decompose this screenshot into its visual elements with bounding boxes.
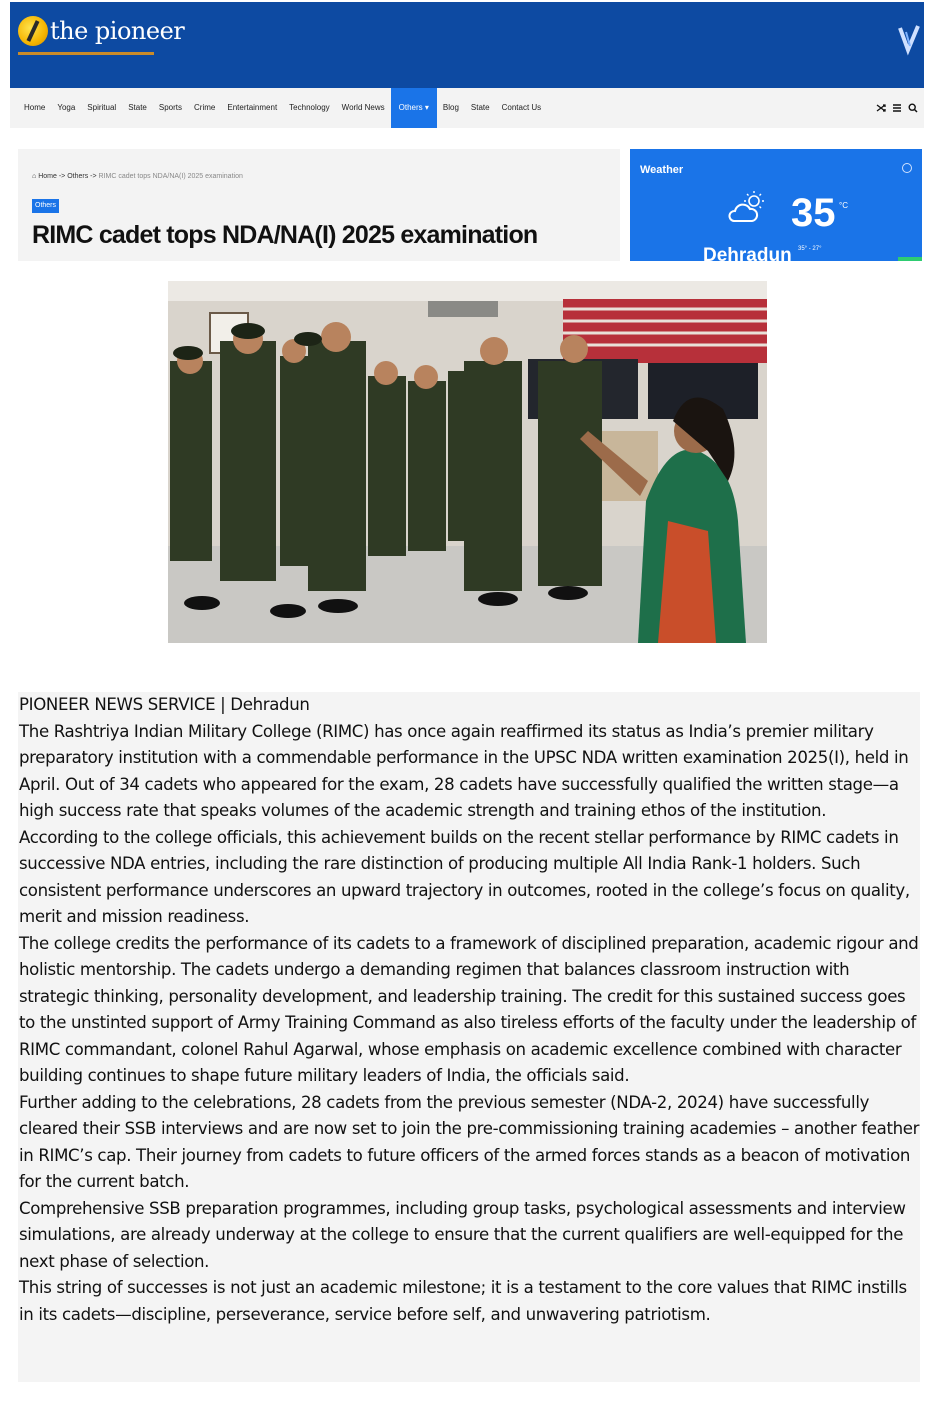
menu-icon[interactable] <box>892 103 902 113</box>
partly-cloudy-icon <box>726 189 766 225</box>
weather-temperature: 35 <box>791 191 836 235</box>
nav-item-state[interactable]: State <box>128 103 147 112</box>
breadcrumb-separator: -> <box>88 173 99 180</box>
weather-city: Dehradun <box>703 245 792 261</box>
brand-mark-icon <box>898 22 920 56</box>
nav-item-technology[interactable]: Technology <box>289 103 330 112</box>
weather-label: Weather <box>640 164 684 176</box>
article-paragraph: This string of successes is not just an academic milestone; it is a testament to the core values that RIMC instills in its cadets—discipline, perseverance, service before self, and unwavering patriotism. <box>19 1278 907 1324</box>
nav-item-world-news[interactable]: World News <box>341 103 385 112</box>
nav-item-entertainment[interactable]: Entertainment <box>227 103 278 112</box>
article-paragraph: The Rashtriya Indian Military College (RIMC) has once again reaffirmed its status as India’s premier military preparatory institution with a commendable performance in the UPSC NDA written examination 2025(I), held in April. Out of 34 cadets who appeared for the exam, 28 cadets have successfully qualified the written stage—a high success rate that speaks volumes of the academic strength and training ethos of the institution. <box>19 721 909 820</box>
main-navigation <box>10 88 924 128</box>
weather-range: 35° - 27° <box>798 246 822 252</box>
nav-item-contact-us[interactable]: Contact Us <box>501 103 542 112</box>
nav-item-blog[interactable]: Blog <box>442 103 459 112</box>
location-pin-icon[interactable] <box>902 163 912 173</box>
article-body <box>18 692 920 1382</box>
nav-item-others[interactable]: Others ▾ <box>391 88 437 128</box>
weather-widget <box>630 149 922 261</box>
nav-item-home[interactable]: Home <box>24 103 46 112</box>
nav-item-state-2[interactable]: State <box>470 103 490 112</box>
breadcrumb-home[interactable]: Home <box>38 173 57 180</box>
nav-item-crime[interactable]: Crime <box>194 103 216 112</box>
article-dateline: PIONEER NEWS SERVICE | Dehradun <box>19 695 310 714</box>
nav-item-yoga[interactable]: Yoga <box>57 103 76 112</box>
nav-item-sports[interactable]: Sports <box>158 103 183 112</box>
breadcrumb <box>32 173 243 180</box>
home-icon: ⌂ <box>32 173 37 180</box>
breadcrumb-current: RIMC cadet tops NDA/NA(I) 2025 examination <box>98 173 243 180</box>
site-header <box>10 2 924 88</box>
logo-underline <box>18 52 154 55</box>
article-paragraph: Comprehensive SSB preparation programmes, including group tasks, psychological assessments and interview simulations, are already underway at the college to ensure that the current qualifiers are well-equipped for the next phase of selection. <box>19 1198 906 1271</box>
search-icon[interactable] <box>908 103 918 113</box>
shuffle-icon[interactable] <box>876 103 886 113</box>
article-paragraph: According to the college officials, this achievement builds on the recent stellar performance by RIMC cadets in successive NDA entries, including the rare distinction of producing multiple All India Rank-1 holders. Such consistent performance underscores an upward trajectory in outcomes, rooted in the college’s focus on quality, merit and mission readiness. <box>19 827 910 926</box>
cadets-group-photo <box>168 281 767 643</box>
article-header <box>18 149 620 261</box>
article-paragraph: The college credits the performance of its cadets to a framework of disciplined preparation, academic rigour and holistic mentorship. The cadets undergo a demanding regimen that balances classroom instruction with strategic thinking, personality development, and leadership training. The credit for this sustained success goes to the unstinted support of Army Training Command as also tireless efforts of the faculty under the leadership of RIMC commandant, colonel Rahul Agarwal, whose emphasis on academic excellence combined with character building continues to shape future military leaders of India, the officials said. <box>19 933 919 1085</box>
category-badge[interactable]: Others <box>32 199 59 213</box>
nav-item-others-label: Others <box>398 103 423 112</box>
weather-unit: °C <box>839 201 848 210</box>
article-paragraph: Further adding to the celebrations, 28 cadets from the previous semester (NDA-2, 2024) have successfully cleared their SSB interviews and are now set to join the pre-commissioning training academies – another feather in RIMC’s cap. Their journey from cadets to future officers of the armed forces stands as a beacon of motivation for the current batch. <box>19 1092 920 1191</box>
logo-text: the pioneer <box>50 17 185 45</box>
breadcrumb-separator: -> <box>56 173 68 180</box>
weather-accent-bar <box>898 257 922 261</box>
pioneer-logo-icon <box>18 16 48 46</box>
breadcrumb-section[interactable]: Others <box>67 173 89 180</box>
article-headline: RIMC cadet tops NDA/NA(I) 2025 examination <box>32 221 538 249</box>
nav-item-spiritual[interactable]: Spiritual <box>87 103 117 112</box>
